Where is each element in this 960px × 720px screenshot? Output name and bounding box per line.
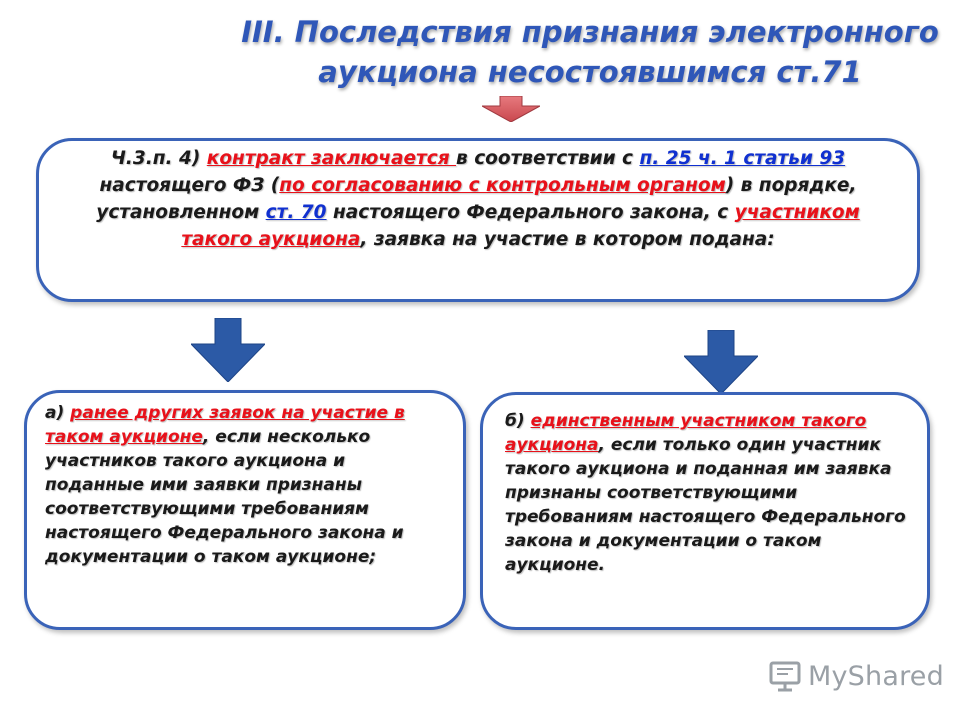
contract-concluded-phrase: контракт заключается [206, 148, 457, 169]
presentation-board-icon [768, 659, 802, 693]
article-93-link[interactable]: п. 25 ч. 1 статьи 93 [639, 148, 846, 169]
auction-participant-phrase: участником такого аукциона [181, 202, 860, 250]
option-a-box [24, 390, 466, 630]
rule-text-2: настоящего ФЗ ( [99, 175, 280, 196]
rule-text-5: , заявка на участие в котором подана: [360, 229, 775, 250]
rule-prefix: Ч.3.п. 4) [110, 148, 207, 169]
control-agency-phrase: по согласованию с контрольным органом [279, 175, 726, 196]
option-b-box [480, 392, 930, 630]
slide-title [230, 12, 950, 92]
down-arrow-icon-right [684, 330, 758, 394]
option-a-text: , если несколько участников такого аукциона и поданные ими заявки признаны соответствующими требованиям настоящего Федерального закона и документации о таком аукционе; [45, 427, 404, 567]
slide-title-line1: III. Последствия признания электронного [241, 15, 939, 49]
rule-text-4: настоящего Федерального закона, с [326, 202, 735, 223]
article-70-link[interactable]: ст. 70 [265, 202, 327, 223]
logo-text: MyShared [808, 660, 944, 692]
option-b-prefix: б) [505, 411, 531, 431]
down-arrow-icon-left [191, 318, 265, 382]
option-a-prefix: а) [45, 403, 71, 423]
option-a-highlight: ранее других заявок на участие в таком аукционе [45, 403, 405, 447]
main-rule-box [36, 138, 920, 302]
myshared-logo [768, 656, 944, 696]
option-b-highlight: единственным участником такого аукциона [505, 411, 867, 455]
down-arrow-icon-red [482, 96, 540, 122]
option-b-text: , если только один участник такого аукциона и поданная им заявка признаны соответствующими требованиям настоящего Федерального закона и документации о таком аукционе. [505, 435, 906, 575]
rule-text-1: в соответствии с [456, 148, 640, 169]
slide-title-line2: аукциона несостоявшимся ст.71 [318, 55, 862, 89]
rule-text-3: ) в порядке, установленном [96, 175, 857, 223]
